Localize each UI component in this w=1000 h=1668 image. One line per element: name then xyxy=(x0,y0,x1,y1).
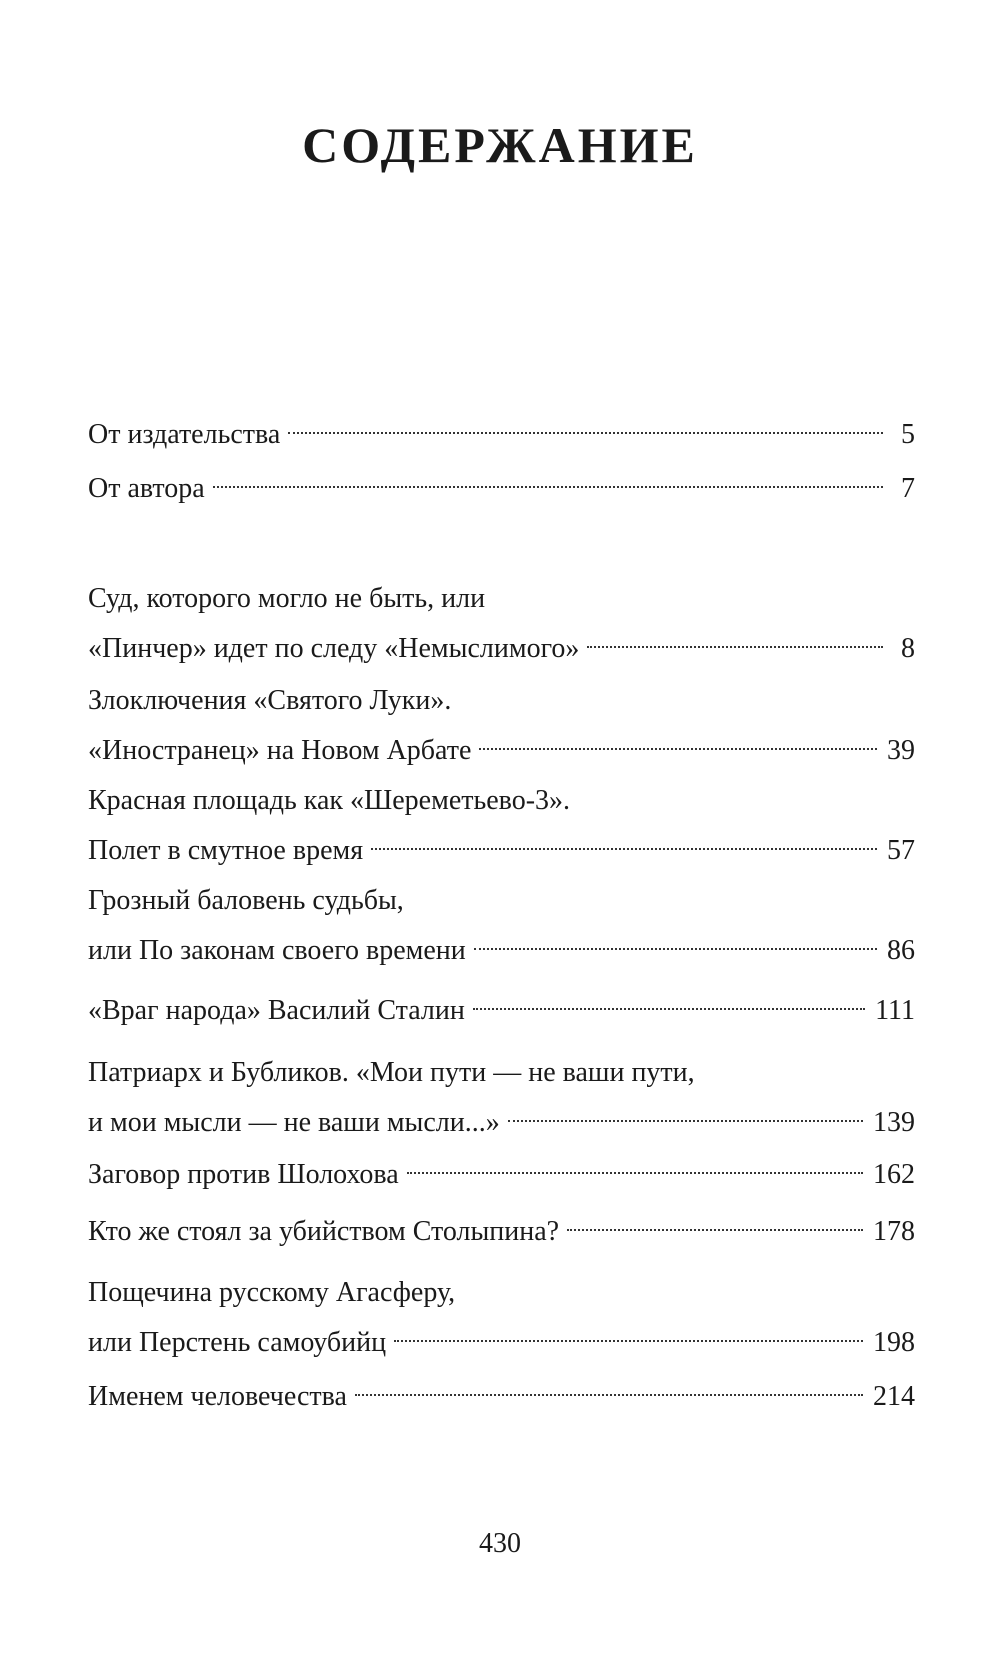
toc-entry xyxy=(88,1048,915,1148)
toc-entry-line xyxy=(88,926,915,976)
toc-entry-line xyxy=(88,1098,915,1148)
toc-entry xyxy=(88,410,915,460)
toc-entry xyxy=(88,986,915,1036)
toc-entry-title: Кто же стоял за убийством Столыпина? xyxy=(88,1216,560,1247)
toc-entry-line xyxy=(88,826,915,876)
dot-leader xyxy=(508,1120,863,1122)
toc-entry xyxy=(88,464,915,514)
toc-entry-page: 86 xyxy=(887,935,915,966)
toc-entry-page: 139 xyxy=(873,1107,915,1138)
toc-entry xyxy=(88,776,915,876)
page-title: СОДЕРЖАНИЕ xyxy=(302,117,698,173)
toc-entry-title: Полет в смутное время xyxy=(88,835,364,866)
toc-entry-page: 57 xyxy=(887,835,915,866)
dot-leader xyxy=(213,486,883,488)
toc-entry-title: Злоключения «Святого Луки». xyxy=(88,685,452,716)
toc-entry-title: Заговор против Шолохова xyxy=(88,1159,399,1190)
toc-entry-page: 7 xyxy=(901,473,915,504)
dot-leader xyxy=(371,848,877,850)
toc-entry xyxy=(88,876,915,976)
toc-entry-line xyxy=(88,410,915,460)
toc-entry-line xyxy=(88,986,915,1036)
toc-entry-page: 162 xyxy=(873,1159,915,1190)
toc-entry-title: «Пинчер» идет по следу «Немыслимого» xyxy=(88,633,580,664)
toc-entry-title: Патриарх и Бубликов. «Мои пути — не ваши пути, xyxy=(88,1057,695,1088)
toc-entry-title: Пощечина русскому Агасферу, xyxy=(88,1277,456,1308)
toc-entry xyxy=(88,574,915,674)
toc-entry-line xyxy=(88,1372,915,1422)
page-number: 430 xyxy=(479,1528,521,1559)
toc-entry-title: Красная площадь как «Шереметьево-3». xyxy=(88,785,571,816)
dot-leader xyxy=(394,1340,863,1342)
dot-leader xyxy=(587,646,883,648)
toc-entry xyxy=(88,1268,915,1368)
dot-leader xyxy=(473,1008,865,1010)
toc-entry-line xyxy=(88,464,915,514)
toc-entry xyxy=(88,1372,915,1422)
toc-entry xyxy=(88,1207,915,1257)
toc-entry-page: 214 xyxy=(873,1381,915,1412)
toc-entry-title: От издательства xyxy=(88,419,281,450)
toc-entry xyxy=(88,1150,915,1200)
toc-entry-page: 111 xyxy=(875,995,915,1026)
toc-entry-title: От автора xyxy=(88,473,205,504)
dot-leader xyxy=(479,748,877,750)
toc-entry-title: и мои мысли — не ваши мысли...» xyxy=(88,1107,500,1138)
toc-entry-page: 39 xyxy=(887,735,915,766)
dot-leader xyxy=(407,1172,863,1174)
toc-entry-line xyxy=(88,1207,915,1257)
toc-entry-line xyxy=(88,624,915,674)
toc-entry-title: Суд, которого могло не быть, или xyxy=(88,583,486,614)
toc-entry-title: Грозный баловень судьбы, xyxy=(88,885,404,916)
dot-leader xyxy=(355,1394,863,1396)
toc-entry-title: Именем человечества xyxy=(88,1381,347,1412)
dot-leader xyxy=(288,432,883,434)
toc-entry-line xyxy=(88,726,915,776)
toc-entry xyxy=(88,676,915,776)
dot-leader xyxy=(567,1229,863,1231)
toc-entry-line xyxy=(88,1318,915,1368)
dot-leader xyxy=(474,948,877,950)
toc-entry-page: 198 xyxy=(873,1327,915,1358)
toc-entry-page: 178 xyxy=(873,1216,915,1247)
toc-entry-title: или По законам своего времени xyxy=(88,935,466,966)
toc-entry-title: «Враг народа» Василий Сталин xyxy=(88,995,465,1026)
toc-entry-page: 5 xyxy=(901,419,915,450)
toc-entry-title: или Перстень самоубийц xyxy=(88,1327,387,1358)
toc-entry-title: «Иностранец» на Новом Арбате xyxy=(88,735,472,766)
toc-entry-line xyxy=(88,1150,915,1200)
toc-entry-page: 8 xyxy=(901,633,915,664)
